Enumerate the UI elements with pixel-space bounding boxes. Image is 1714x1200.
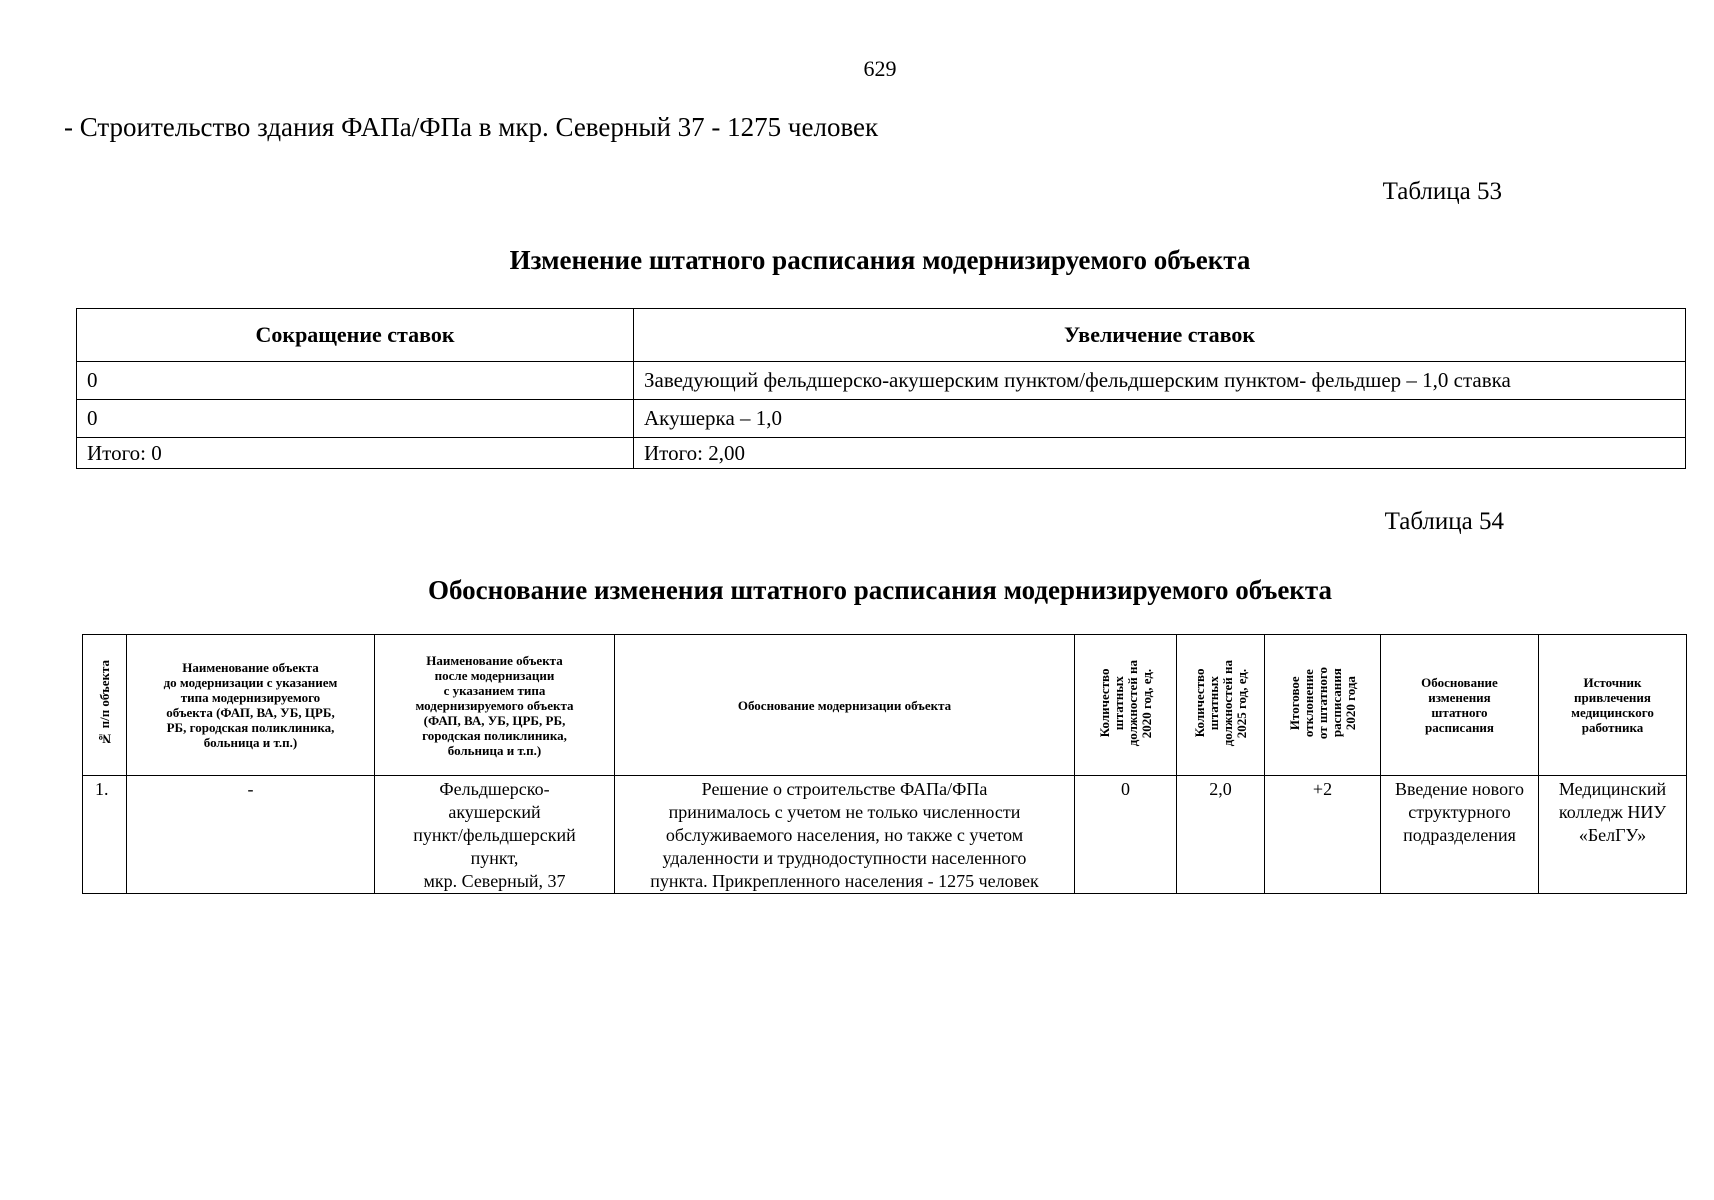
- column-header-object-before: Наименование объекта до модернизации с указанием типа модернизируемого объекта (ФАП, ВА, УБ, ЦРБ, РБ, городская поликлиника, больница и т.п.): [127, 635, 375, 776]
- cell-deviation: +2: [1265, 776, 1381, 894]
- cell-object-before: -: [127, 776, 375, 894]
- staff-change-table: [76, 308, 1686, 469]
- cell-number: 1.: [83, 776, 127, 894]
- cell-count-2025: 2,0: [1177, 776, 1265, 894]
- cell-modernization-reason: Решение о строительстве ФАПа/ФПа принималось с учетом не только численности обслуживаемого населения, но также с учетом удаленности и труднодоступности населенного пункта. Прикрепленного населения - 1275 человек: [615, 776, 1075, 894]
- table-row: [83, 776, 1687, 894]
- cell-object-after: Фельдшерско- акушерский пункт/фельдшерский пункт, мкр. Северный, 37: [375, 776, 615, 894]
- table-header-row: [83, 635, 1687, 776]
- cell-staff-justification: Введение нового структурного подразделения: [1381, 776, 1539, 894]
- cell-count-2020: 0: [1075, 776, 1177, 894]
- table-row: [77, 362, 1686, 400]
- column-header-deviation: Итоговое отклонение от штатного расписания 2020 года: [1265, 635, 1381, 776]
- cell-total-reduction: Итого: 0: [77, 438, 634, 469]
- cell-total-increase: Итого: 2,00: [634, 438, 1686, 469]
- column-header-object-after: Наименование объекта после модернизации с указанием типа модернизируемого объекта (ФАП, ВА, УБ, ЦРБ, РБ, городская поликлиника, больница и т.п.): [375, 635, 615, 776]
- column-header-modernization-reason: Обоснование модернизации объекта: [615, 635, 1075, 776]
- cell-reduction: 0: [77, 362, 634, 400]
- cell-staff-source: Медицинский колледж НИУ «БелГУ»: [1539, 776, 1687, 894]
- table-53-title: Изменение штатного расписания модернизируемого объекта: [509, 245, 1251, 275]
- column-header-number: № п/п объекта: [83, 635, 127, 776]
- cell-increase: Заведующий фельдшерско-акушерским пунктом/фельдшерским пунктом- фельдшер – 1,0 ставка: [634, 362, 1686, 400]
- intro-line: - Строительство здания ФАПа/ФПа в мкр. Северный 37 - 1275 человек: [64, 112, 879, 142]
- cell-increase: Акушерка – 1,0: [634, 400, 1686, 438]
- cell-reduction: 0: [77, 400, 634, 438]
- table-header-row: [77, 309, 1686, 362]
- column-header-increase: Увеличение ставок: [634, 309, 1686, 362]
- staff-justification-table: [82, 634, 1687, 894]
- table-54-label: Таблица 54: [1384, 508, 1504, 535]
- column-header-staff-justification: Обоснование изменения штатного расписания: [1381, 635, 1539, 776]
- table-54-title: Обоснование изменения штатного расписания модернизируемого объекта: [428, 575, 1332, 605]
- table-53-label: Таблица 53: [1382, 178, 1502, 205]
- column-header-count-2020: Количество штатных должностей на 2020 год, ед.: [1075, 635, 1177, 776]
- page-number: 629: [863, 56, 897, 81]
- column-header-count-2025: Количество штатных должностей на 2025 год, ед.: [1177, 635, 1265, 776]
- table-row: [77, 400, 1686, 438]
- column-header-reduction: Сокращение ставок: [77, 309, 634, 362]
- table-total-row: [77, 438, 1686, 469]
- column-header-staff-source: Источник привлечения медицинского работника: [1539, 635, 1687, 776]
